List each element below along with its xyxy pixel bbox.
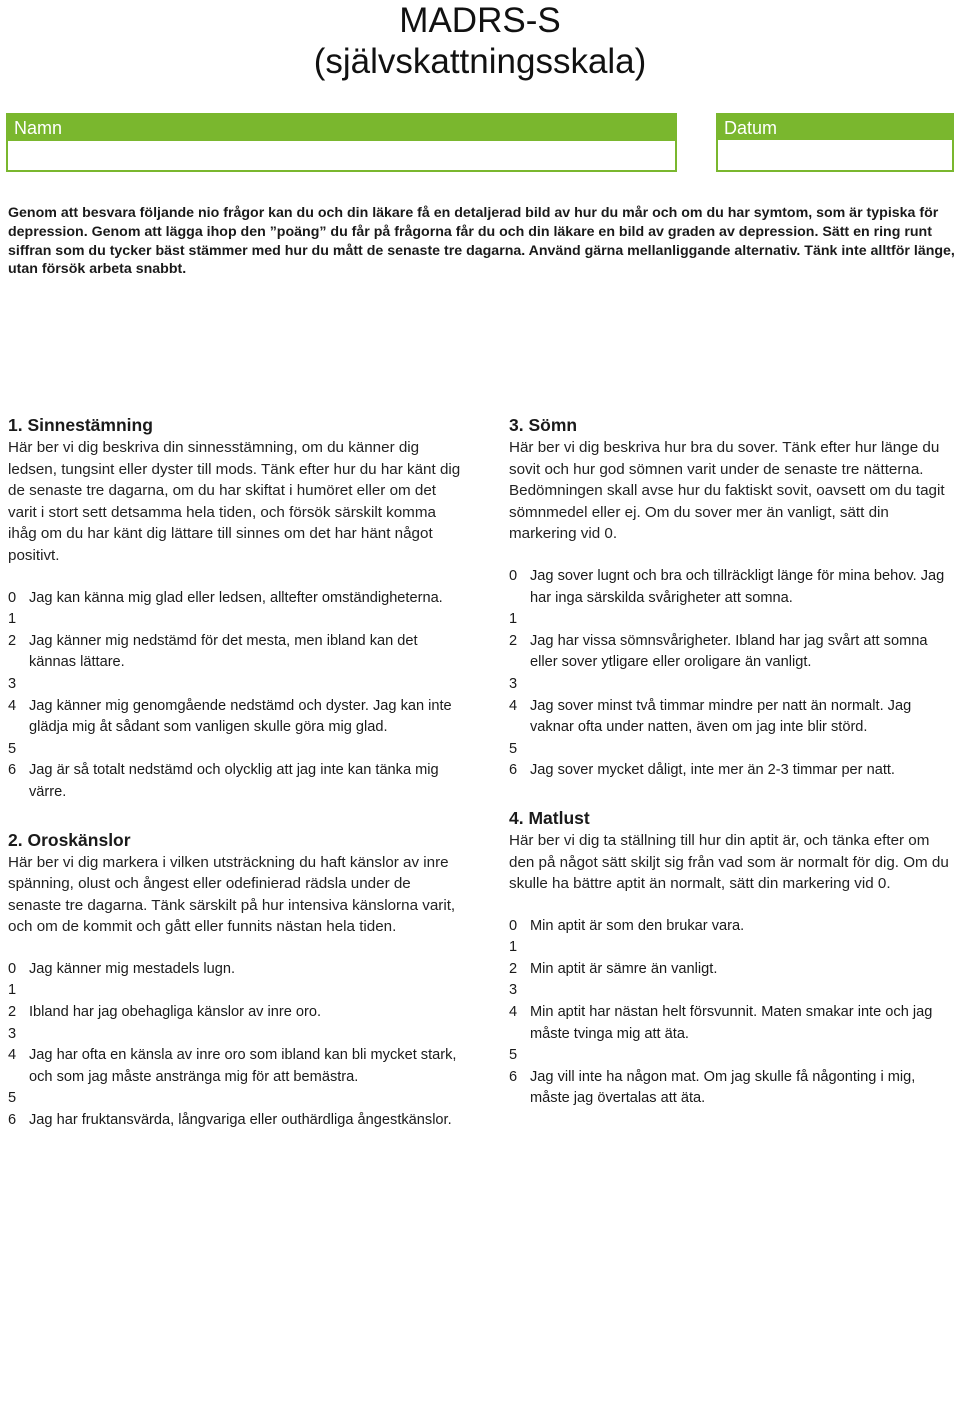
option-list xyxy=(509,916,957,1110)
option-item[interactable] xyxy=(509,916,957,938)
option-text xyxy=(530,674,957,696)
option-text: Jag sover mycket dåligt, inte mer än 2-3 timmar per natt. xyxy=(530,762,895,779)
option-item[interactable] xyxy=(509,959,957,981)
option-item[interactable] xyxy=(509,760,957,782)
option-text: Jag vill inte ha någon mat. Om jag skulle få någonting i mig, måste jag övertalas att äta. xyxy=(530,1068,916,1107)
option-item[interactable] xyxy=(8,1110,468,1132)
option-number: 6 xyxy=(509,762,518,779)
option-number: 0 xyxy=(509,917,518,934)
option-text: Jag sover minst två timmar mindre per natt än normalt. Jag vaknar ofta under natten, även om jag inte blir störd. xyxy=(530,697,912,736)
section-title: 1. Sinnestämning xyxy=(8,415,153,435)
option-item[interactable] xyxy=(8,674,468,696)
option-text xyxy=(530,937,957,959)
option-item[interactable] xyxy=(509,631,957,674)
option-text: Jag kan känna mig glad eller ledsen, alltefter omständigheterna. xyxy=(29,589,443,606)
option-text: Jag sover lugnt och bra och tillräckligt länge för mina behov. Jag har inga särskilda svårigheter att somna. xyxy=(530,567,945,606)
option-number: 0 xyxy=(509,567,518,584)
section-somn xyxy=(509,413,957,782)
option-item[interactable] xyxy=(509,739,957,761)
option-item[interactable] xyxy=(509,1067,957,1110)
option-number: 4 xyxy=(509,697,518,714)
section-title: 4. Matlust xyxy=(509,807,590,828)
option-number: 4 xyxy=(8,697,17,714)
option-number: 0 xyxy=(8,589,17,606)
section-matlust xyxy=(509,806,957,1110)
option-text: Jag har ofta en känsla av inre oro som ibland kan bli mycket stark, och som jag måste anstränga mig för att bemästra. xyxy=(29,1047,457,1085)
option-text xyxy=(530,980,957,1002)
option-item[interactable] xyxy=(8,1024,468,1046)
intro-text: Genom att besvara följande nio frågor kan du och din läkare få en detaljerad bild av hur du mår och om du har symtom, som är typiska för depression. Genom att lägga ihop den ”poäng” du får på frågorna får du och din läkare en bild av graden av depression. Sätt en ring runt siffran som du tycker bäst stämmer med hur du mått de senaste tre dagarna. Använd gärna mellanliggande alternativ. Tänk inte alltför länge, utan försök arbeta snabbt. xyxy=(8,205,955,278)
option-item[interactable] xyxy=(509,566,957,609)
option-item[interactable] xyxy=(8,696,468,739)
option-number: 5 xyxy=(509,1047,518,1064)
option-number: 5 xyxy=(509,740,518,757)
section-description: Här ber vi dig beskriva hur bra du sover. Tänk efter hur länge du sovit och hur god sömnen varit under de senaste tre nätterna. Bedömningen skall avse hur du faktiskt sovit, oavsett om du tagit sömnmedel eller ej. Om du sover mer än vanligt, sätt din markering vid 0. xyxy=(509,439,945,543)
option-text xyxy=(530,1045,957,1067)
option-item[interactable] xyxy=(509,937,957,959)
option-item[interactable] xyxy=(509,674,957,696)
option-text: Jag känner mig genomgående nedstämd och dyster. Jag kan inte glädja mig åt sådant som vanligen skulle göra mig glad. xyxy=(29,697,452,736)
title-line-1: MADRS-S xyxy=(399,1,561,40)
option-item[interactable] xyxy=(8,588,468,610)
option-item[interactable] xyxy=(509,696,957,739)
option-item[interactable] xyxy=(509,1002,957,1045)
option-text xyxy=(29,980,468,1002)
page-title xyxy=(0,0,960,82)
option-number: 1 xyxy=(8,982,17,999)
option-item[interactable] xyxy=(8,959,468,981)
left-column xyxy=(8,413,468,1156)
option-item[interactable] xyxy=(8,760,468,803)
option-number: 2 xyxy=(509,632,518,649)
option-number: 5 xyxy=(8,1090,17,1107)
option-text: Ibland har jag obehagliga känslor av inre oro. xyxy=(29,1004,322,1021)
option-number: 3 xyxy=(8,675,17,692)
option-number: 1 xyxy=(509,611,518,628)
section-description: Här ber vi dig markera i vilken utsträckning du haft känslor av inre spänning, olust och ångest eller odefinierad rädsla under de senaste tre dagarna. Tänk särskilt på hur intensiva känslorna varit, och om de kommit och gått eller funnits nästan hela tiden. xyxy=(8,853,456,936)
option-list xyxy=(8,588,468,804)
right-column xyxy=(509,413,957,1134)
option-number: 3 xyxy=(509,675,518,692)
option-item[interactable] xyxy=(8,609,468,631)
option-number: 4 xyxy=(509,1004,518,1021)
option-number: 1 xyxy=(8,611,17,628)
option-item[interactable] xyxy=(8,739,468,761)
option-number: 3 xyxy=(8,1025,17,1042)
option-item[interactable] xyxy=(509,609,957,631)
name-label: Namn xyxy=(8,115,675,141)
option-number: 5 xyxy=(8,740,17,757)
option-text xyxy=(530,609,957,631)
option-text xyxy=(29,674,468,696)
option-number: 3 xyxy=(509,982,518,999)
section-description: Här ber vi dig beskriva din sinnesstämning, om du känner dig ledsen, tungsint eller dyster till mods. Tänk efter hur du har känt dig de senaste tre dagarna, om du har skiftat i humöret eller om det varit i stort sett detsamma hela tiden, och försök särskilt komma ihåg om du har känt dig lättare till sinnes om det har hänt något positivt. xyxy=(8,439,461,564)
option-number: 1 xyxy=(509,939,518,956)
option-item[interactable] xyxy=(8,1045,468,1088)
option-text: Jag är så totalt nedstämd och olycklig att jag inte kan tänka mig värre. xyxy=(29,762,439,800)
option-list xyxy=(509,566,957,782)
option-number: 6 xyxy=(8,1112,17,1129)
option-number: 2 xyxy=(8,1004,17,1021)
section-sinnestamning xyxy=(8,413,468,804)
section-description: Här ber vi dig ta ställning till hur din aptit är, och tänka efter om den på något sätt skiljt sig från vad som är normalt för dig. Om du skulle ha bättre aptit än normalt, sätt din markering vid 0. xyxy=(509,831,949,893)
option-text: Min aptit är sämre än vanligt. xyxy=(530,960,718,977)
option-text xyxy=(29,739,468,761)
option-text: Jag känner mig nedstämd för det mesta, men ibland kan det kännas lättare. xyxy=(29,632,418,671)
option-item[interactable] xyxy=(8,631,468,674)
option-list xyxy=(8,959,468,1132)
option-item[interactable] xyxy=(8,1088,468,1110)
date-field[interactable] xyxy=(716,113,954,172)
option-number: 2 xyxy=(509,960,518,977)
section-title: 3. Sömn xyxy=(509,415,578,435)
option-number: 6 xyxy=(509,1068,518,1085)
option-number: 0 xyxy=(8,960,17,977)
option-text: Jag har vissa sömnsvårigheter. Ibland har jag svårt att somna eller sover ytligare eller oroligare än vanligt. xyxy=(530,632,928,671)
option-number: 2 xyxy=(8,632,17,649)
section-oroskanslor xyxy=(8,828,468,1132)
option-item[interactable] xyxy=(509,980,957,1002)
option-text: Min aptit är som den brukar vara. xyxy=(530,917,745,934)
name-field[interactable] xyxy=(6,113,677,172)
date-label: Datum xyxy=(718,115,952,140)
option-number: 6 xyxy=(8,762,17,779)
option-text xyxy=(29,1088,468,1110)
option-text: Min aptit har nästan helt försvunnit. Maten smakar inte och jag måste tvinga mig att äta. xyxy=(530,1004,933,1042)
option-text: Jag känner mig mestadels lugn. xyxy=(29,960,236,977)
option-text xyxy=(530,739,957,761)
option-item[interactable] xyxy=(8,980,468,1002)
option-item[interactable] xyxy=(509,1045,957,1067)
option-text xyxy=(29,1024,468,1046)
section-title: 2. Oroskänslor xyxy=(8,829,131,850)
option-number: 4 xyxy=(8,1047,17,1064)
option-text xyxy=(29,609,468,631)
option-text: Jag har fruktansvärda, långvariga eller outhärdliga ångestkänslor. xyxy=(29,1112,452,1129)
title-line-2: (självskattningsskala) xyxy=(313,42,647,81)
option-item[interactable] xyxy=(8,1002,468,1024)
